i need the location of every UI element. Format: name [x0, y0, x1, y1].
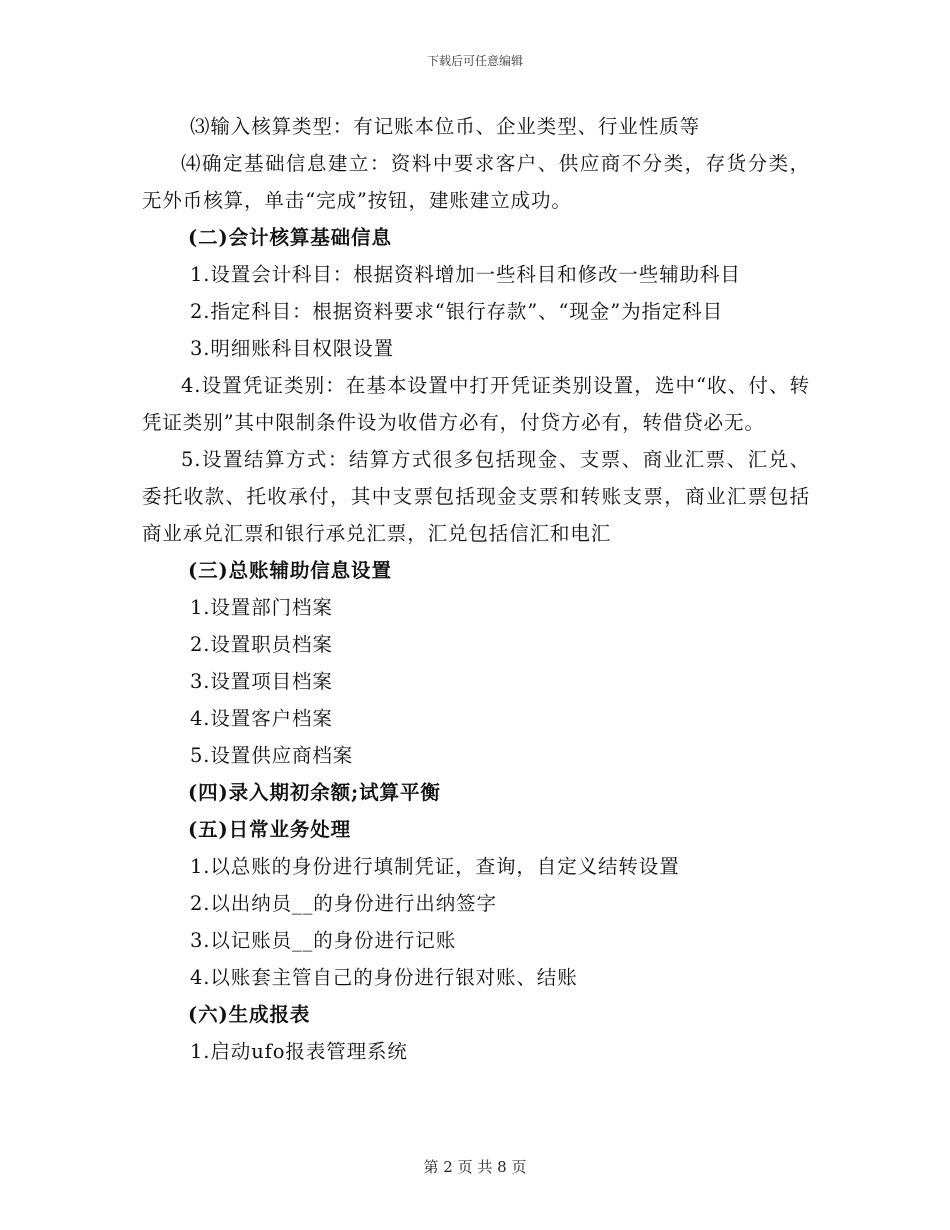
document-body [142, 108, 810, 1070]
paragraph: ⑷确定基础信息建立：资料中要求客户、供应商不分类，存货分类，无外币核算，单击“完成”按钮，建账建立成功。 [142, 152, 810, 212]
list-item: 4.设置客户档案 [190, 707, 333, 730]
list-item: 1.以总账的身份进行填制凭证，查询，自定义结转设置 [190, 855, 680, 878]
section-heading: (三)总账辅助信息设置 [188, 559, 392, 582]
list-item: 1.设置部门档案 [190, 596, 333, 619]
section-heading: (五)日常业务处理 [188, 818, 352, 841]
paragraph: 5.设置结算方式：结算方式很多包括现金、支票、商业汇票、汇兑、委托收款、托收承付，其中支票包括现金支票和转账支票，商业汇票包括商业承兑汇票和银行承兑汇票，汇兑包括信汇和电汇 [142, 448, 810, 545]
list-item: 2.设置职员档案 [190, 633, 333, 656]
list-item: 3.明细账科目权限设置 [190, 337, 395, 360]
list-item: 3.设置项目档案 [190, 670, 333, 693]
list-item: 1.启动ufo报表管理系统 [190, 1040, 408, 1063]
list-item: 5.设置供应商档案 [190, 744, 354, 767]
section-heading: (二)会计核算基础信息 [188, 226, 392, 249]
paragraph: 4.设置凭证类别：在基本设置中打开凭证类别设置，选中“收、付、转凭证类别”其中限制条件设为收借方必有，付贷方必有，转借贷必无。 [142, 374, 810, 434]
list-item: ⑶输入核算类型：有记账本位币、企业类型、行业性质等 [190, 115, 701, 138]
section-heading: (六)生成报表 [188, 1003, 311, 1026]
section-heading: (四)录入期初余额;试算平衡 [188, 781, 441, 804]
page-footer: 第 2 页 共 8 页 [423, 1158, 527, 1176]
list-item: 2.指定科目：根据资料要求“银行存款”、“现金”为指定科目 [190, 300, 724, 323]
list-item: 4.以账套主管自己的身份进行银对账、结账 [190, 966, 578, 989]
page-header: 下载后可任意编辑 [426, 54, 523, 68]
list-item: 3.以记账员__的身份进行记账 [190, 929, 457, 952]
list-item: 2.以出纳员__的身份进行出纳签字 [190, 892, 497, 915]
list-item: 1.设置会计科目：根据资料增加一些科目和修改一些辅助科目 [190, 263, 741, 286]
